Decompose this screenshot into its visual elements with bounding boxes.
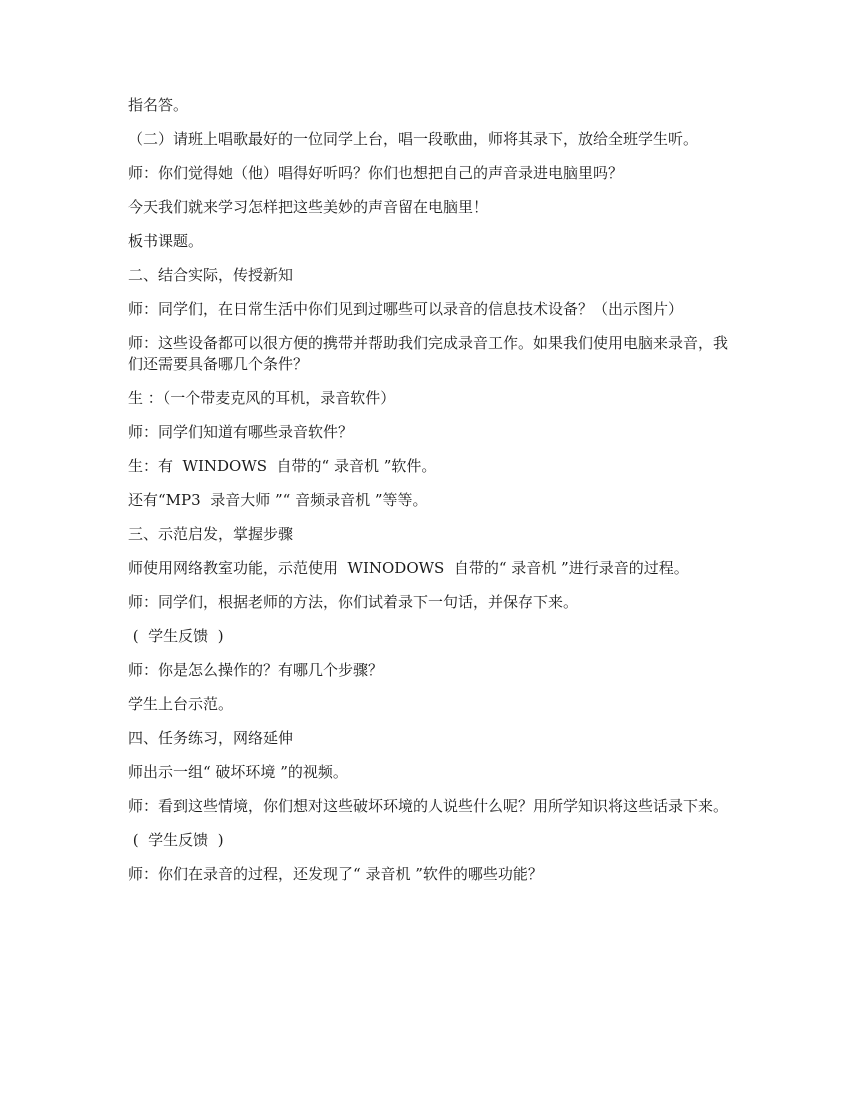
section-heading: 四、任务练习，网络延伸	[128, 729, 294, 747]
paragraph: 今天我们就来学习怎样把这些美妙的声音留在电脑里！	[128, 198, 489, 216]
paragraph: 生：有 WINDOWS 自带的“ 录音机 ”软件。	[128, 457, 437, 475]
paragraph: 师：这些设备都可以很方便的携带并帮助我们完成录音工作。如果我们使用电脑来录音，我们还需要具备哪几个条件？	[128, 334, 729, 373]
paragraph: 师：你们在录音的过程，还发现了“ 录音机 ”软件的哪些功能？	[128, 865, 543, 883]
paragraph: 师：看到这些情境，你们想对这些破坏环境的人说些什么呢？用所学知识将这些话录下来。	[128, 797, 729, 815]
paragraph: 师：你是怎么操作的？有哪几个步骤？	[128, 661, 384, 679]
section-heading: 三、示范启发，掌握步骤	[128, 525, 294, 543]
paragraph: 师出示一组“ 破坏环境 ”的视频。	[128, 763, 348, 781]
paragraph: 师：你们觉得她（他）唱得好听吗？你们也想把自己的声音录进电脑里吗？	[128, 164, 624, 182]
paragraph: 板书课题。	[128, 232, 204, 250]
paragraph: 师使用网络教室功能，示范使用 WINODOWS 自带的“ 录音机 ”进行录音的过程。	[128, 559, 689, 577]
paragraph: 师：同学们，根据老师的方法，你们试着录下一句话，并保存下来。	[128, 593, 579, 611]
paragraph: 生 ：（一个带麦克风的耳机，录音软件）	[128, 389, 396, 407]
section-heading: 二、结合实际，传授新知	[128, 266, 294, 284]
paragraph: 师：同学们，在日常生活中你们见到过哪些可以录音的信息技术设备？（出示图片）	[128, 300, 684, 318]
paragraph: 学生上台示范。	[128, 695, 234, 713]
paragraph: 师：同学们知道有哪些录音软件？	[128, 423, 354, 441]
paragraph: 还有“MP3 录音大师 ”“ 音频录音机 ”等等。	[128, 491, 428, 509]
document-page	[128, 95, 740, 898]
paragraph: ( 学生反馈 )	[128, 627, 224, 645]
paragraph: 指名答。	[128, 96, 189, 114]
paragraph: （二）请班上唱歌最好的一位同学上台，唱一段歌曲，师将其录下，放给全班学生听。	[128, 130, 699, 148]
paragraph: ( 学生反馈 )	[128, 831, 224, 849]
